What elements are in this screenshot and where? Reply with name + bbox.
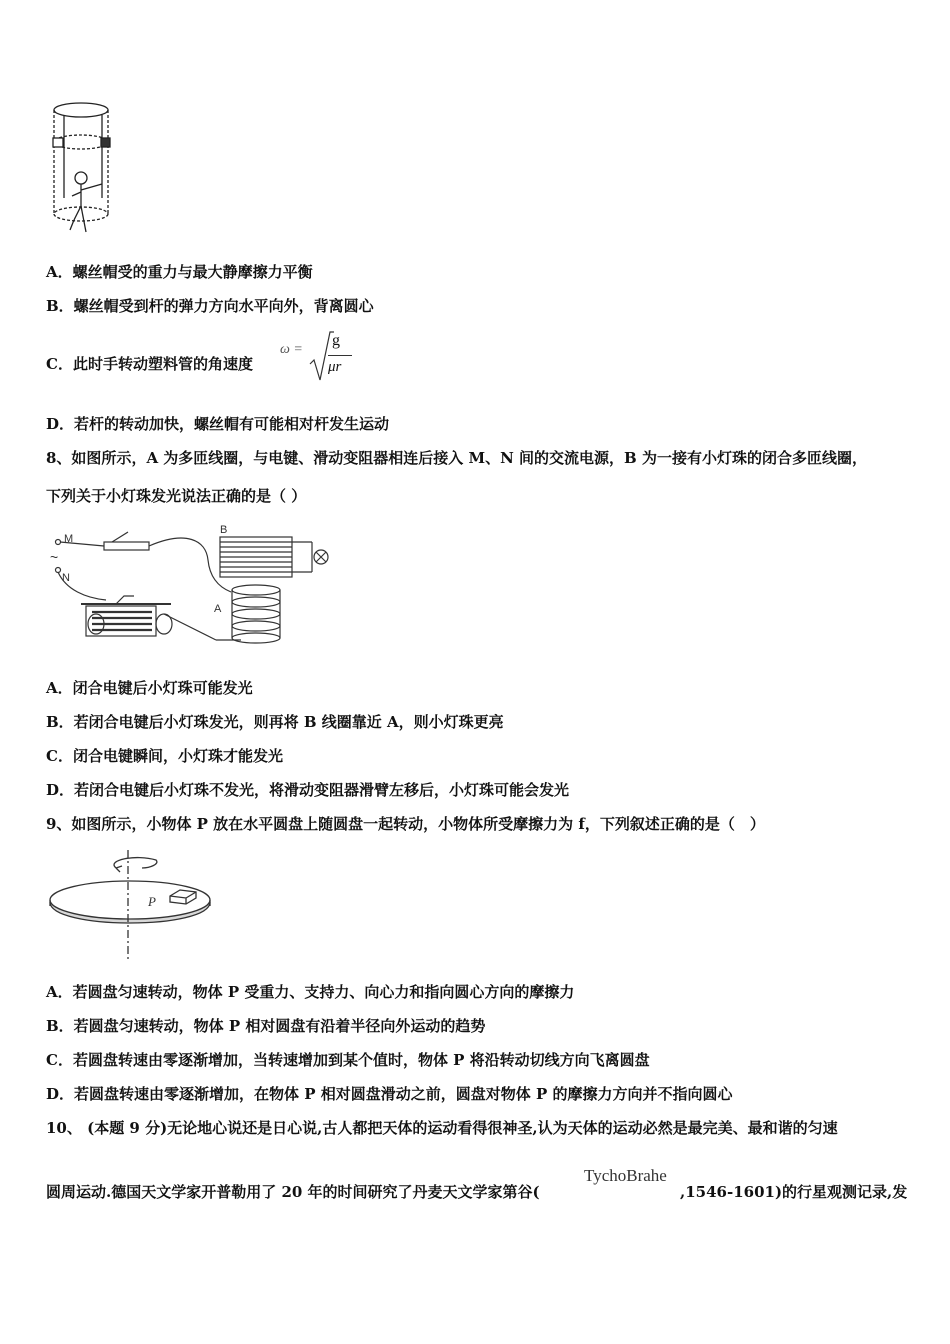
tycho-brahe-name: TychoBrahe xyxy=(584,1166,667,1185)
rotating-disc-figure xyxy=(46,846,216,964)
q7-option-c xyxy=(46,354,253,374)
q7-option-a: A．螺丝帽受的重力与最大静摩擦力平衡 xyxy=(46,263,313,281)
q9-option-c: C．若圆盘转速由零逐渐增加，当转速增加到某个值时，物体 P 将沿转动切线方向飞离圆盘 xyxy=(46,1051,650,1069)
q9-option-a: A．若圆盘匀速转动，物体 P 受重力、支持力、向心力和指向圆心方向的摩擦力 xyxy=(46,983,575,1001)
label-p: P xyxy=(148,894,156,909)
q7-option-c-text: C．此时手转动塑料管的角速度 xyxy=(46,355,253,373)
label-m: M xyxy=(64,533,74,545)
q10-line2-end: ,1546-1601)的行星观测记录,发 xyxy=(680,1183,908,1201)
q7-option-b: B．螺丝帽受到杆的弹力方向水平向外，背离圆心 xyxy=(46,297,374,315)
formula-numerator: g xyxy=(332,332,340,349)
q9-option-d: D．若圆盘转速由零逐渐增加，在物体 P 相对圆盘滑动之前，圆盘对物体 P 的摩擦力方向并不指向圆心 xyxy=(46,1085,733,1103)
formula-lhs: ω = xyxy=(280,342,303,357)
q8-option-d: D．若闭合电键后小灯珠不发光，将滑动变阻器滑臂左移后，小灯珠可能会发光 xyxy=(46,781,570,799)
angular-velocity-formula xyxy=(280,330,360,382)
q10-line1: 10、 (本题 9 分)无论地心说还是日心说,古人都把天体的运动看得很神圣,认为天体的运动必然是最完美、最和谐的匀速 xyxy=(46,1119,838,1137)
q8-stem-line1: 8、如图所示，A 为多匝线圈，与电键、滑动变阻器相连后接入 M、N 间的交流电源，B 为一接有小灯珠的闭合多匝线圈， xyxy=(46,449,867,467)
q9-option-b: B．若圆盘匀速转动，物体 P 相对圆盘有沿着半径向外运动的趋势 xyxy=(46,1017,486,1035)
q9-stem: 9、如图所示，小物体 P 放在水平圆盘上随圆盘一起转动，小物体所受摩擦力为 f，下列叙述正确的是（ ） xyxy=(46,815,765,833)
q7-option-d: D．若杆的转动加快，螺丝帽有可能相对杆发生运动 xyxy=(46,415,390,433)
label-n: N xyxy=(62,572,70,584)
label-ac-source: ~ xyxy=(50,549,59,565)
formula-denominator: μr xyxy=(328,359,342,375)
fraction-bar xyxy=(328,355,352,356)
q8-option-c: C．闭合电键瞬间，小灯珠才能发光 xyxy=(46,747,283,765)
label-b: B xyxy=(220,524,228,536)
q8-stem-line2: 下列关于小灯珠发光说法正确的是（ ） xyxy=(46,487,307,505)
label-a: A xyxy=(214,603,222,615)
q8-option-b: B．若闭合电键后小灯珠发光，则再将 B 线圈靠近 A，则小灯珠更亮 xyxy=(46,713,504,731)
q8-option-a: A．闭合电键后小灯珠可能发光 xyxy=(46,679,253,697)
rotating-tube-figure xyxy=(48,98,118,236)
q10-line2-start: 圆周运动.德国天文学家开普勒用了 20 年的时间研究了丹麦天文学家第谷( xyxy=(46,1183,540,1201)
transformer-circuit-figure xyxy=(46,520,336,650)
